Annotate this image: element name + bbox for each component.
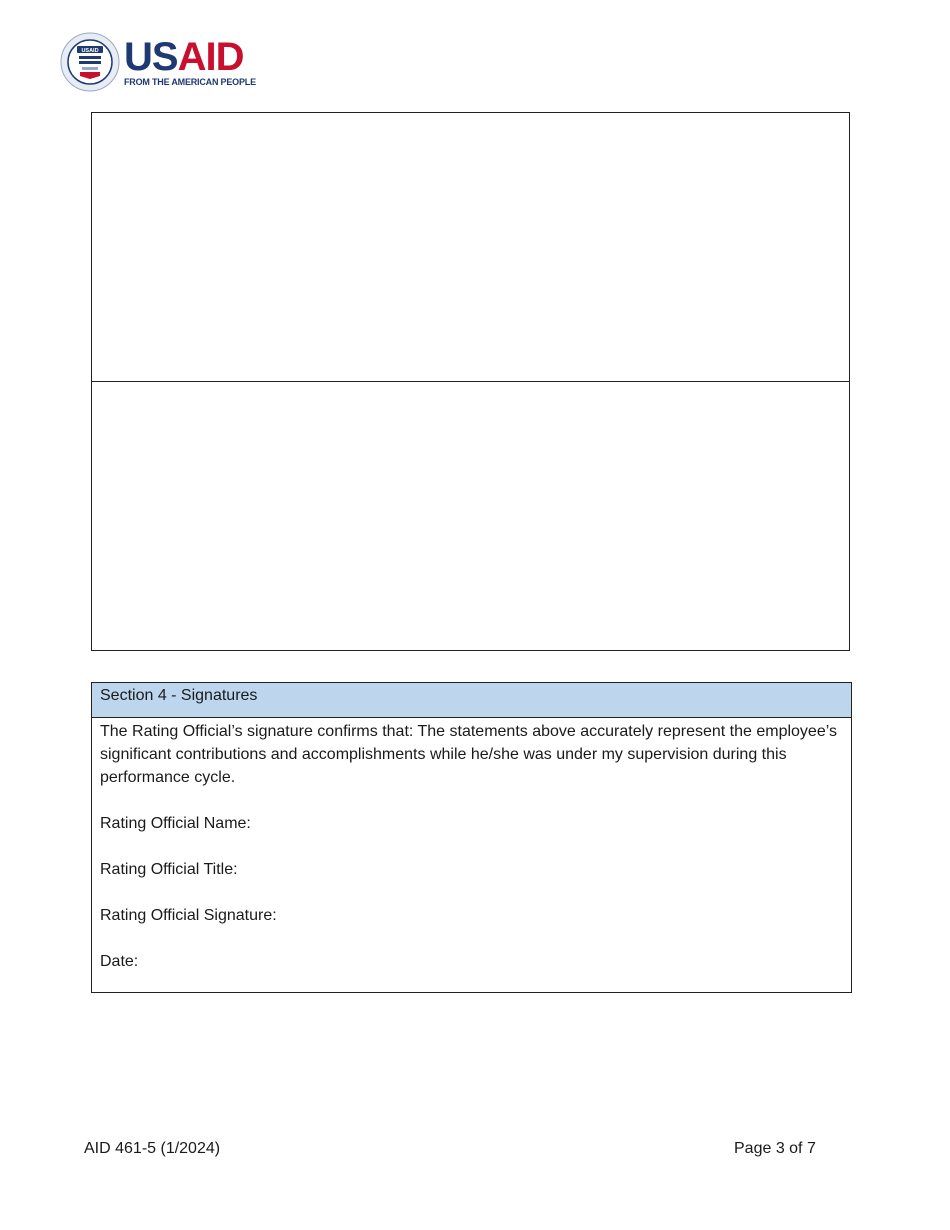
section-title: Section 4 - Signatures	[92, 683, 851, 718]
rating-official-title-field[interactable]: Rating Official Title:	[100, 861, 238, 878]
narrative-box-2[interactable]	[91, 381, 850, 651]
signatures-section	[91, 682, 852, 993]
logo-tagline: FROM THE AMERICAN PEOPLE	[124, 77, 256, 87]
date-field[interactable]: Date:	[100, 953, 139, 970]
section-body	[92, 718, 851, 973]
narrative-box-1[interactable]	[91, 112, 850, 382]
seal-text: USAID	[81, 48, 99, 54]
usaid-seal-icon	[60, 32, 120, 92]
usaid-logo	[60, 32, 260, 92]
signature-statement: The Rating Official’s signature confirms that: The statements above accurately represent the employee’s significant contributions and accomplishments while he/she was under my supervision during this performance cycle.	[100, 723, 837, 786]
form-id: AID 461-5 (1/2024)	[84, 1140, 221, 1157]
logo-wordmark: USAID	[124, 35, 244, 79]
page-number: Page 3 of 7	[734, 1140, 816, 1157]
rating-official-name-field[interactable]: Rating Official Name:	[100, 815, 251, 832]
rating-official-signature-field[interactable]: Rating Official Signature:	[100, 907, 277, 924]
